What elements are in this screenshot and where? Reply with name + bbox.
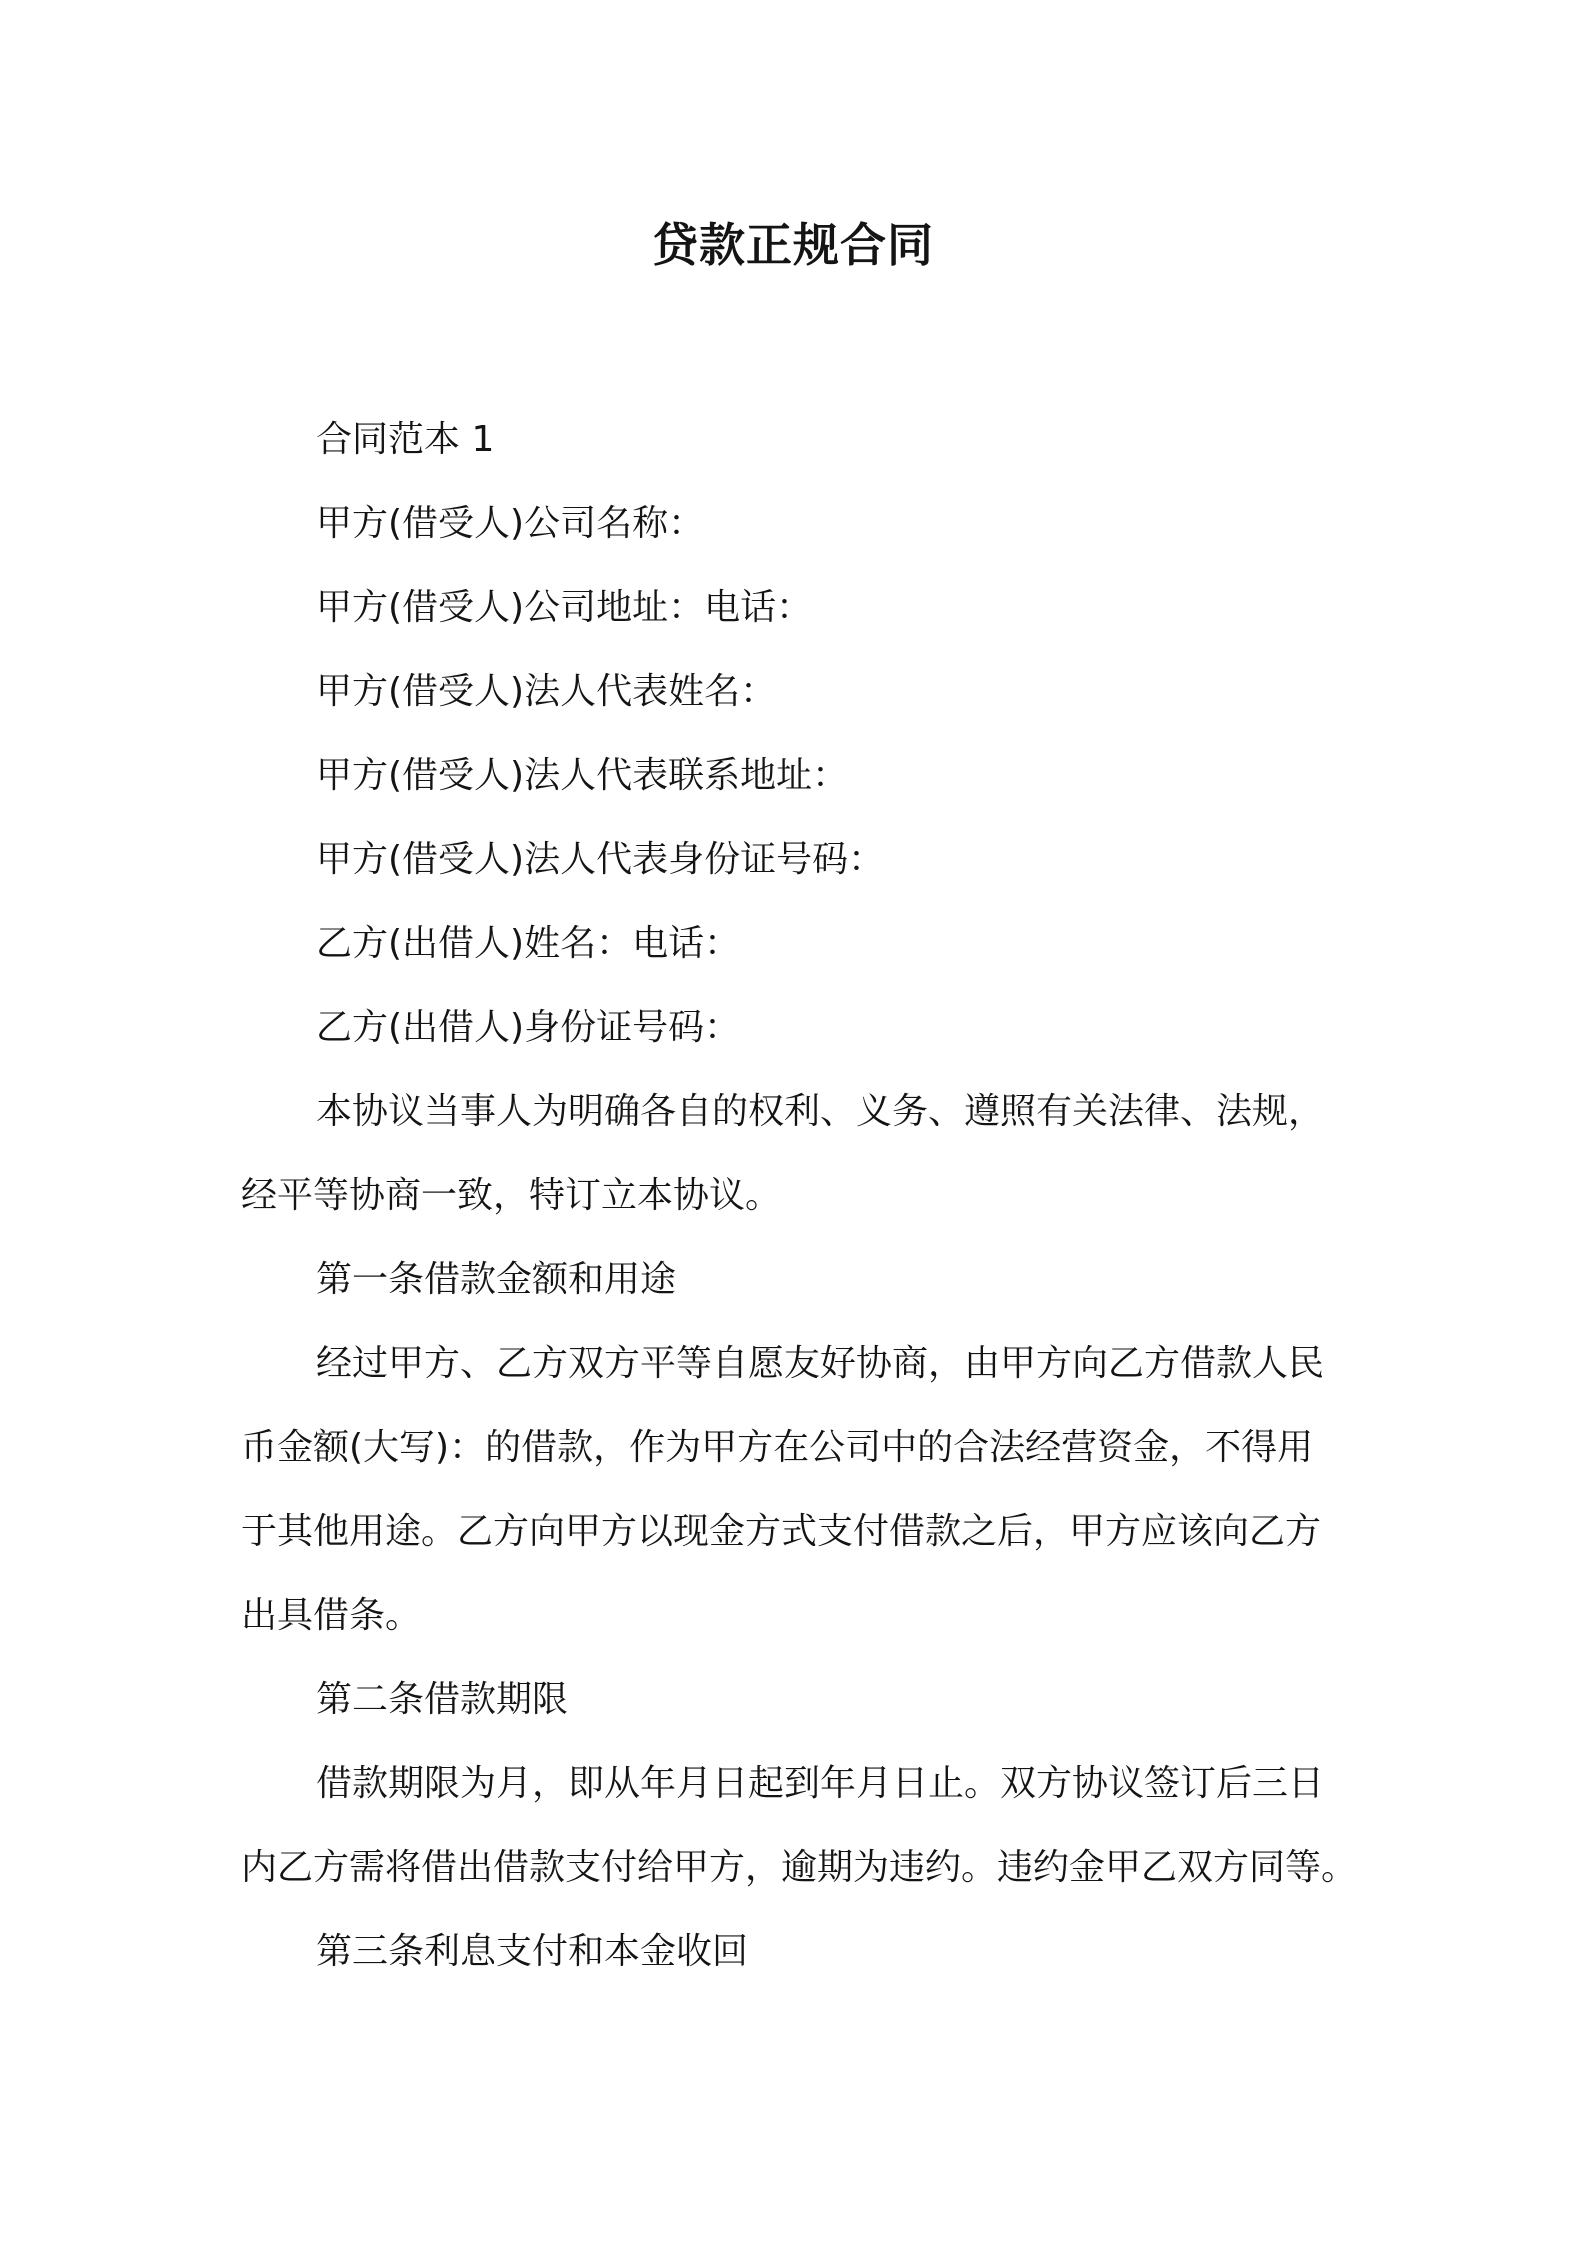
party-a-company-name: 甲方(借受人)公司名称： xyxy=(316,503,705,544)
article-2-line-2: 内乙方需将借出借款支付给甲方，逾期为违约。违约金甲乙双方同等。 xyxy=(241,1847,1358,1888)
article-2-line-1: 借款期限为月，即从年月日起到年月日止。双方协议签订后三日 xyxy=(316,1763,1325,1804)
party-a-legal-rep-id: 甲方(借受人)法人代表身份证号码： xyxy=(316,839,885,880)
document-body xyxy=(241,398,1361,1994)
party-b-name: 乙方(出借人)姓名：电话： xyxy=(316,923,741,964)
article-1-line-4: 出具借条。 xyxy=(241,1595,422,1636)
article-2-heading: 第二条借款期限 xyxy=(316,1679,569,1720)
preamble-line-2: 经平等协商一致，特订立本协议。 xyxy=(241,1175,782,1216)
party-a-legal-rep-address: 甲方(借受人)法人代表联系地址： xyxy=(316,755,849,796)
sample-heading: 合同范本 1 xyxy=(316,419,495,460)
article-1-line-1: 经过甲方、乙方双方平等自愿友好协商，由甲方向乙方借款人民 xyxy=(316,1343,1325,1384)
party-a-legal-rep-name: 甲方(借受人)法人代表姓名： xyxy=(316,671,777,712)
party-b-id: 乙方(出借人)身份证号码： xyxy=(316,1007,741,1048)
article-1-line-2: 币金额(大写)：的借款，作为甲方在公司中的合法经营资金，不得用 xyxy=(241,1427,1314,1468)
document-title: 贷款正规合同 xyxy=(652,218,934,272)
article-3-heading: 第三条利息支付和本金收回 xyxy=(316,1931,749,1972)
article-1-heading: 第一条借款金额和用途 xyxy=(316,1259,677,1300)
article-1-line-3: 于其他用途。乙方向甲方以现金方式支付借款之后，甲方应该向乙方 xyxy=(241,1511,1322,1552)
preamble-line-1: 本协议当事人为明确各自的权利、义务、遵照有关法律、法规， xyxy=(316,1091,1325,1132)
party-a-company-address: 甲方(借受人)公司地址：电话： xyxy=(316,587,813,628)
